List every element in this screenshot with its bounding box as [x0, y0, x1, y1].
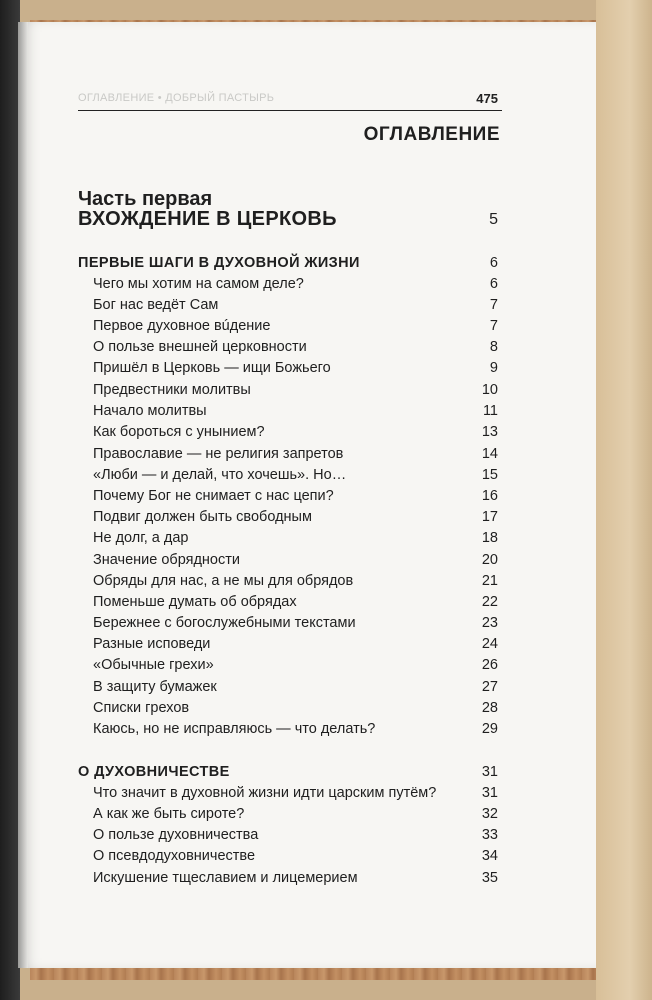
- toc-entry[interactable]: [0, 509, 652, 530]
- entry-page: 11: [482, 403, 498, 419]
- entry-title: Разные исповеди: [93, 636, 211, 652]
- page-header: [78, 90, 502, 111]
- entry-title: «Обычные грехи»: [93, 657, 214, 673]
- entry-title: Предвестники молитвы: [93, 382, 251, 398]
- entry-page: 13: [481, 424, 498, 440]
- entry-page: 7: [489, 297, 498, 313]
- toc-entry[interactable]: [0, 806, 652, 827]
- entry-page: 34: [481, 848, 498, 864]
- part-title: ВХОЖДЕНИЕ В ЦЕРКОВЬ: [78, 208, 337, 230]
- toc-entry[interactable]: [0, 721, 652, 742]
- entry-page: 18: [481, 530, 498, 546]
- part-page-number: 5: [489, 211, 498, 228]
- entry-page: 6: [489, 276, 498, 292]
- toc-entry[interactable]: [0, 573, 652, 594]
- toc-entry[interactable]: [0, 297, 652, 318]
- toc-entry[interactable]: [0, 318, 652, 339]
- entry-title: О пользе духовничества: [93, 827, 259, 843]
- entry-title: Чего мы хотим на самом деле?: [93, 276, 304, 292]
- entry-title: О псевдодуховничестве: [93, 848, 256, 864]
- entry-page: 17: [481, 509, 498, 525]
- entry-title: Значение обрядности: [93, 552, 240, 568]
- section-title: ПЕРВЫЕ ШАГИ В ДУХОВНОЙ ЖИЗНИ: [78, 255, 360, 271]
- entry-page: 33: [481, 827, 498, 843]
- page-number: 475: [476, 91, 498, 106]
- toc-entry[interactable]: [0, 870, 652, 891]
- toc-entry[interactable]: [0, 636, 652, 657]
- entry-title: Каюсь, но не исправляюсь — что делать?: [93, 721, 376, 737]
- entry-page: 22: [481, 594, 498, 610]
- entry-page: 35: [481, 870, 498, 886]
- toc-entry[interactable]: [0, 530, 652, 551]
- entry-title: «Люби — и делай, что хочешь». Но…: [93, 467, 347, 483]
- entry-title: Православие — не религия запретов: [93, 446, 344, 462]
- entry-title: Поменьше думать об обрядах: [93, 594, 297, 610]
- entry-page: 8: [489, 339, 498, 355]
- entry-page: 28: [481, 700, 498, 716]
- entry-title: О пользе внешней церковности: [93, 339, 307, 355]
- entry-title: Начало молитвы: [93, 403, 207, 419]
- entry-title: Как бороться с унынием?: [93, 424, 265, 440]
- toc-entry[interactable]: [0, 488, 652, 509]
- toc-entry[interactable]: [0, 827, 652, 848]
- toc-entry[interactable]: [0, 360, 652, 381]
- toc-entry[interactable]: [0, 848, 652, 869]
- entry-page: 9: [489, 360, 498, 376]
- entry-page: 27: [481, 679, 498, 695]
- toc-entry[interactable]: [0, 785, 652, 806]
- entry-title: Не долг, а дар: [93, 530, 189, 546]
- entry-page: 23: [481, 615, 498, 631]
- entry-page: 32: [481, 806, 498, 822]
- entry-page: 16: [481, 488, 498, 504]
- page-title: ОГЛАВЛЕНИЕ: [363, 124, 500, 145]
- toc-section[interactable]: [0, 255, 652, 276]
- entry-title: Списки грехов: [93, 700, 190, 716]
- entry-title: Подвиг должен быть свободным: [93, 509, 312, 525]
- entry-page: 14: [481, 446, 498, 462]
- entry-title: Почему Бог не снимает с нас цепи?: [93, 488, 334, 504]
- toc-entry[interactable]: [0, 657, 652, 678]
- toc-entry[interactable]: [0, 594, 652, 615]
- toc-entry[interactable]: [0, 615, 652, 636]
- entry-title: Бог нас ведёт Сам: [93, 297, 219, 313]
- section-title: О ДУХОВНИЧЕСТВЕ: [78, 764, 230, 780]
- entry-title: Бережнее с богослужебными текстами: [93, 615, 356, 631]
- part-label: Часть первая: [78, 188, 213, 210]
- toc-entry[interactable]: [0, 700, 652, 721]
- toc-section[interactable]: [0, 764, 652, 785]
- toc-entry[interactable]: [0, 276, 652, 297]
- entry-page: 24: [481, 636, 498, 652]
- toc-entry[interactable]: [0, 382, 652, 403]
- entry-title: Пришёл в Церковь — ищи Божьего: [93, 360, 331, 376]
- section-page: 6: [489, 255, 498, 271]
- toc-entry[interactable]: [0, 679, 652, 700]
- running-head: ОГЛАВЛЕНИЕ • ДОБРЫЙ ПАСТЫРЬ: [78, 92, 275, 104]
- entry-page: 26: [481, 657, 498, 673]
- entry-page: 31: [481, 785, 498, 801]
- entry-page: 15: [481, 467, 498, 483]
- entry-title: Первое духовное вúдение: [93, 318, 271, 334]
- entry-page: 7: [489, 318, 498, 334]
- toc-entry[interactable]: [0, 446, 652, 467]
- entry-page: 29: [481, 721, 498, 737]
- entry-title: Искушение тщеславием и лицемерием: [93, 870, 358, 886]
- entry-title: А как же быть сироте?: [93, 806, 245, 822]
- toc-entry[interactable]: [0, 424, 652, 445]
- entry-title: Обряды для нас, а не мы для обрядов: [93, 573, 354, 589]
- toc-entry[interactable]: [0, 467, 652, 488]
- entry-title: В защиту бумажек: [93, 679, 217, 695]
- entry-page: 21: [481, 573, 498, 589]
- entry-title: Что значит в духовной жизни идти царским путём?: [93, 785, 437, 801]
- toc-entry[interactable]: [0, 403, 652, 424]
- entry-page: 20: [481, 552, 498, 568]
- entry-page: 10: [481, 382, 498, 398]
- toc-entry[interactable]: [0, 552, 652, 573]
- toc-entry[interactable]: [0, 339, 652, 360]
- section-page: 31: [481, 764, 498, 780]
